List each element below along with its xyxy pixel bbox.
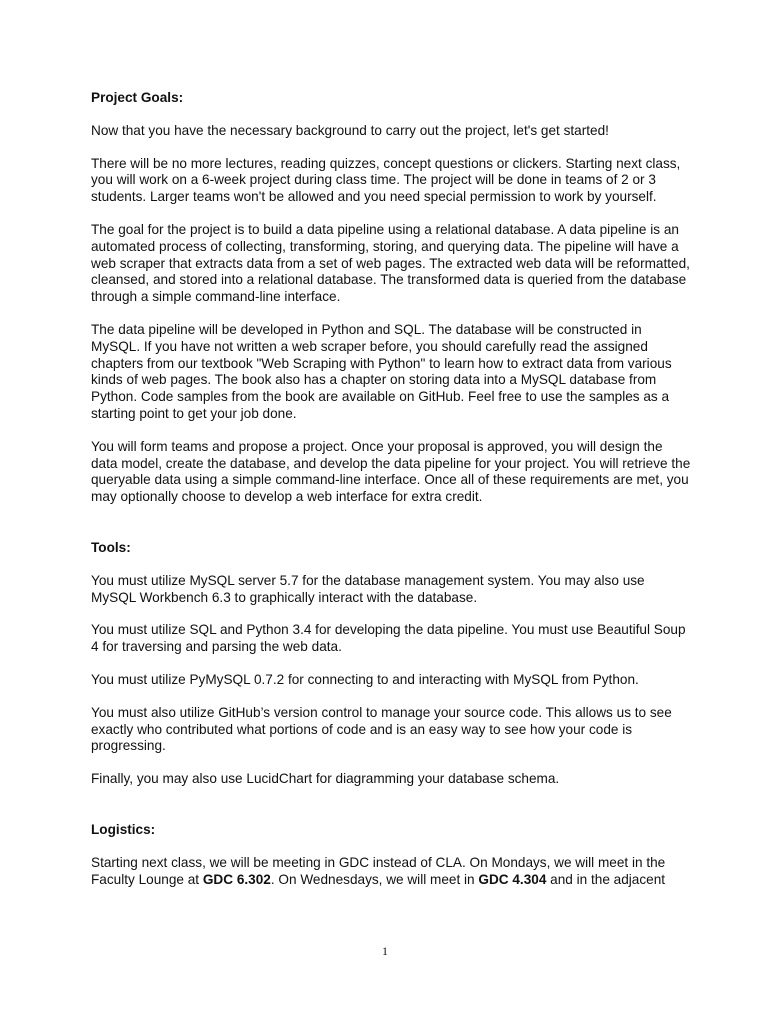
page-number: 1 <box>382 944 388 958</box>
project-goals-heading: Project Goals: <box>91 90 184 105</box>
logistics-paragraph-1 <box>91 855 691 889</box>
tools-paragraph-1: You must utilize MySQL server 5.7 for the database management system. You may also use MySQL Workbench 6.3 to graphically interact with the database. <box>91 572 645 605</box>
logistics-heading: Logistics: <box>91 821 156 837</box>
goals-paragraph-3: The goal for the project is to build a data pipeline using a relational database. A data pipeline is an automated process of collecting, transforming, storing, and querying data. The pipeline will have a web scraper that extracts data from a set of web pages. The extracted web data will be reformatted, cleansed, and stored into a relational database. The transformed data is queried from the database through a simple command-line interface. <box>91 221 690 305</box>
tools-paragraph-2: You must utilize SQL and Python 3.4 for developing the data pipeline. You must use Beautiful Soup 4 for traversing and parsing the web data. <box>91 622 686 655</box>
goals-paragraph-4: The data pipeline will be developed in Python and SQL. The database will be constructed in MySQL. If you have not written a web scraper before, you should carefully read the assigned chapters from our textbook "Web Scraping with Python" to learn how to extract data from various kinds of web pages. The book also has a chapter on storing data into a MySQL database from Python. Code samples from the book are available on GitHub. Feel free to use the samples as a starting point to get your job done. <box>91 321 672 421</box>
tools-paragraph-4: You must also utilize GitHub’s version control to manage your source code. This allows us to see exactly who contributed what portions of code and is an easy way to see how your code is progressing. <box>91 704 672 754</box>
logistics-text-2: . On Wednesdays, we will meet in <box>270 871 479 887</box>
monday-room: GDC 6.302 <box>202 871 271 887</box>
tools-paragraph-5: Finally, you may also use LucidChart for diagramming your database schema. <box>91 771 560 787</box>
goals-paragraph-5: You will form teams and propose a project. Once your proposal is approved, you will design the data model, create the database, and develop the data pipeline for your project. You will retrieve the queryable data using a simple command-line interface. Once all of these requirements are met, you may optionally choose to develop a web interface for extra credit. <box>91 438 691 505</box>
tools-heading: Tools: <box>91 539 131 555</box>
document-body <box>91 90 691 888</box>
wednesday-room: GDC 4.304 <box>478 871 547 887</box>
logistics-text-1: Starting next class, we will be meeting in GDC instead of CLA. On Mondays, we will meet in the Faculty Lounge at <box>91 854 666 887</box>
goals-paragraph-1: Now that you have the necessary background to carry out the project, let's get started! <box>91 122 609 138</box>
logistics-text-3: and in the adjacent <box>546 871 666 887</box>
goals-paragraph-2: There will be no more lectures, reading quizzes, concept questions or clickers. Starting next class, you will work on a 6-week project during class time. The project will be done in teams of 2 or 3 students. Larger teams won't be allowed and you need special permission to work by yourself. <box>91 155 681 205</box>
tools-paragraph-3: You must utilize PyMySQL 0.7.2 for connecting to and interacting with MySQL from Python. <box>91 671 639 687</box>
